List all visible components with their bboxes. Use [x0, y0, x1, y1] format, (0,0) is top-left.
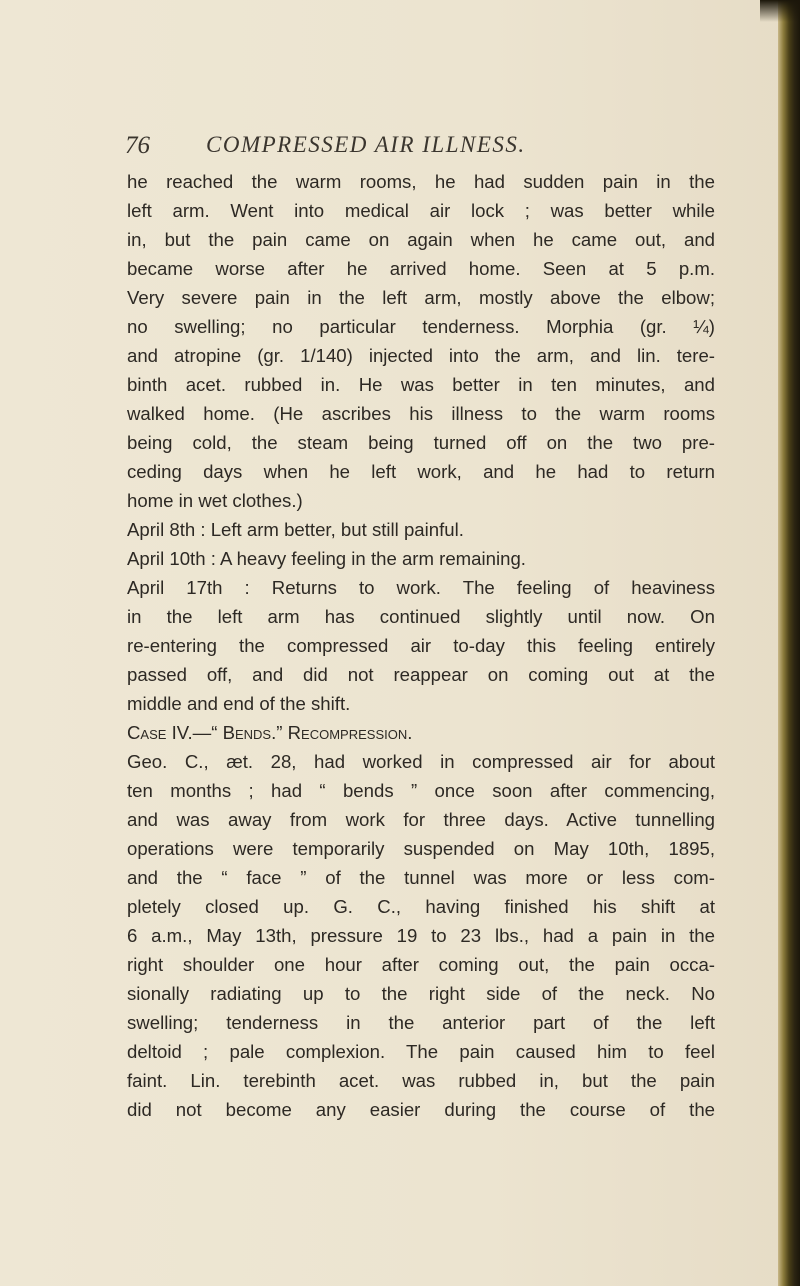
- text-line: ten months ; had “ bends ” once soon after commencing,: [127, 780, 715, 801]
- text-line: became worse after he arrived home. Seen at 5 p.m.: [127, 258, 715, 279]
- text-line: and the “ face ” of the tunnel was more or less com-: [127, 867, 715, 888]
- running-header: [0, 132, 800, 162]
- running-title: COMPRESSED AIR ILLNESS.: [206, 132, 526, 157]
- text-line: faint. Lin. terebinth acet. was rubbed in, but the pain: [127, 1070, 715, 1091]
- body-text: [127, 167, 715, 1124]
- text-line: and was away from work for three days. Active tunnelling: [127, 809, 715, 830]
- text-line: binth acet. rubbed in. He was better in ten minutes, and: [127, 374, 715, 395]
- text-line: ceding days when he left work, and he had to return: [127, 461, 715, 482]
- text-line: sionally radiating up to the right side of the neck. No: [127, 983, 715, 1004]
- text-line: and atropine (gr. 1/140) injected into the arm, and lin. tere-: [127, 345, 715, 366]
- text-line: April 10th : A heavy feeling in the arm remaining.: [127, 548, 526, 569]
- page-number: 76: [125, 132, 150, 159]
- text-line: April 17th : Returns to work. The feeling of heaviness: [127, 577, 715, 598]
- text-line: 6 a.m., May 13th, pressure 19 to 23 lbs., had a pain in the: [127, 925, 715, 946]
- text-line: right shoulder one hour after coming out, the pain occa-: [127, 954, 715, 975]
- text-line: deltoid ; pale complexion. The pain caused him to feel: [127, 1041, 715, 1062]
- text-line: Case IV.—“ Bends.” Recompression.: [127, 722, 413, 743]
- text-line: Very severe pain in the left arm, mostly above the elbow;: [127, 287, 715, 308]
- text-line: operations were temporarily suspended on May 10th, 1895,: [127, 838, 715, 859]
- text-line: walked home. (He ascribes his illness to the warm rooms: [127, 403, 715, 424]
- page-edge-shadow: [778, 0, 800, 1286]
- text-line: home in wet clothes.): [127, 490, 303, 511]
- text-line: in the left arm has continued slightly until now. On: [127, 606, 715, 627]
- text-line: being cold, the steam being turned off on the two pre-: [127, 432, 715, 453]
- text-line: he reached the warm rooms, he had sudden pain in the: [127, 171, 715, 192]
- text-line: left arm. Went into medical air lock ; was better while: [127, 200, 715, 221]
- text-line: swelling; tenderness in the anterior part of the left: [127, 1012, 715, 1033]
- text-line: in, but the pain came on again when he came out, and: [127, 229, 715, 250]
- text-line: passed off, and did not reappear on coming out at the: [127, 664, 715, 685]
- text-line: did not become any easier during the course of the: [127, 1099, 715, 1120]
- text-line: April 8th : Left arm better, but still painful.: [127, 519, 464, 540]
- text-line: no swelling; no particular tenderness. Morphia (gr. ¼): [127, 316, 715, 337]
- text-line: re-entering the compressed air to-day this feeling entirely: [127, 635, 715, 656]
- text-line: middle and end of the shift.: [127, 693, 351, 714]
- page-corner-shadow: [760, 0, 800, 22]
- text-line: Geo. C., æt. 28, had worked in compressed air for about: [127, 751, 715, 772]
- text-line: pletely closed up. G. C., having finished his shift at: [127, 896, 715, 917]
